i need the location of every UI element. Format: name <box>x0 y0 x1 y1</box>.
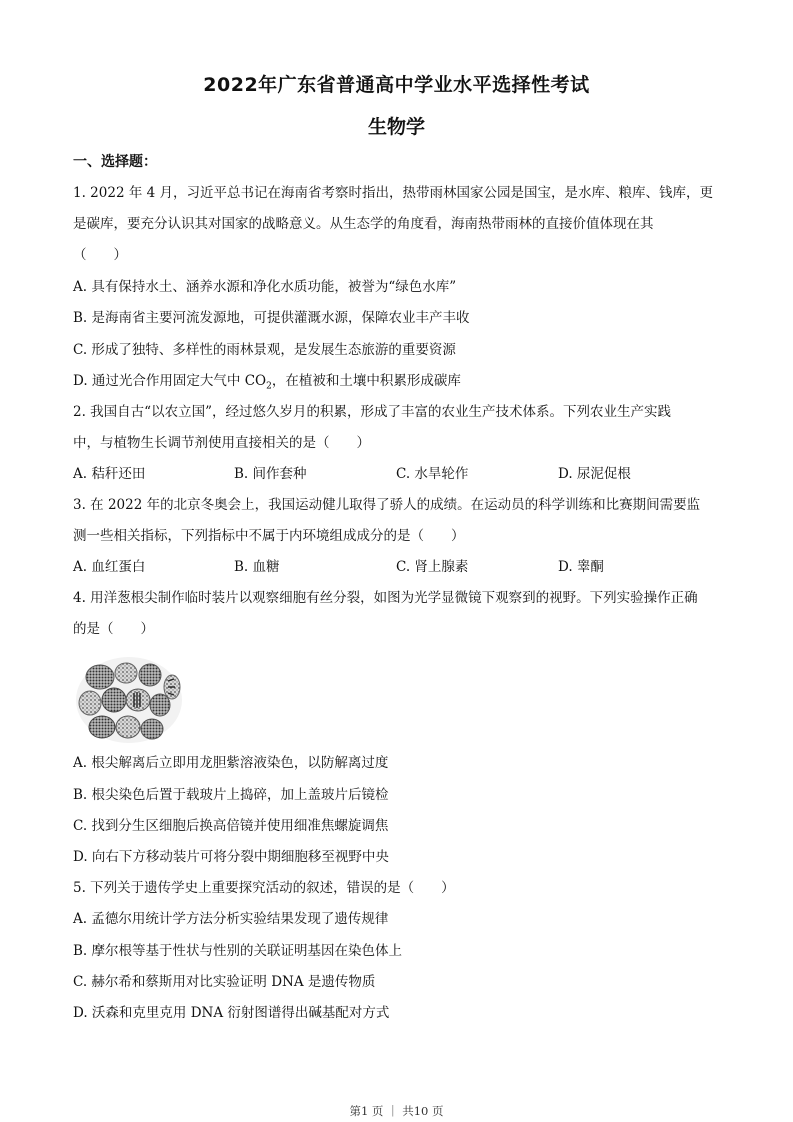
q3-option-d: D. 睾酮 <box>558 559 604 575</box>
q4-line2: 的是（ ） <box>73 621 154 637</box>
microscope-cells-svg <box>74 655 184 745</box>
q1-option-d-pre: D. 通过光合作用固定大气中 CO <box>73 373 267 389</box>
q1-option-d-sub: 2 <box>266 381 272 392</box>
q1-line2: 是碳库，要充分认识其对国家的战略意义。从生态学的角度看，海南热带雨林的直接价值体现在其 <box>73 216 654 232</box>
q1-option-a: A. 具有保持水土、涵养水源和净化水质功能，被誉为“绿色水库” <box>73 279 457 295</box>
q1-option-c: C. 形成了独特、多样性的雨林景观，是发展生态旅游的重要资源 <box>73 342 456 358</box>
q4-line1: 4. 用洋葱根尖制作临时装片以观察细胞有丝分裂，如图为光学显微镜下观察到的视野。下列实验操作正确 <box>73 590 698 606</box>
q3-option-c: C. 肾上腺素 <box>396 559 469 575</box>
q4-option-a: A. 根尖解离后立即用龙胆紫溶液染色，以防解离过度 <box>73 755 389 771</box>
q5-option-a: A. 孟德尔用统计学方法分析实验结果发现了遗传规律 <box>73 911 389 927</box>
q4-option-d: D. 向右下方移动装片可将分裂中期细胞移至视野中央 <box>73 849 389 865</box>
q3-line2: 测一些相关指标，下列指标中不属于内环境组成成分的是（ ） <box>73 528 465 544</box>
microscope-field-image <box>74 655 184 745</box>
q3-option-b: B. 血糖 <box>234 559 280 575</box>
exam-title: 2022年广东省普通高中学业水平选择性考试 <box>203 74 590 96</box>
q2-option-a: A. 秸秆还田 <box>73 466 146 482</box>
q3-line1: 3. 在 2022 年的北京冬奥会上，我国运动健儿取得了骄人的成绩。在运动员的科学训练和比赛期间需要监 <box>73 497 701 513</box>
q1-option-d <box>73 372 461 396</box>
q4-option-c: C. 找到分生区细胞后换高倍镜并使用细准焦螺旋调焦 <box>73 818 389 834</box>
q3-option-a: A. 血红蛋白 <box>73 559 146 575</box>
q2-option-c: C. 水旱轮作 <box>396 466 469 482</box>
q1-option-b: B. 是海南省主要河流发源地，可提供灌溉水源，保障农业丰产丰收 <box>73 310 470 326</box>
q2-line2: 中，与植物生长调节剂使用直接相关的是（ ） <box>73 435 370 451</box>
page-footer: 第1 页 ｜ 共10 页 <box>349 1104 444 1118</box>
q4-option-b: B. 根尖染色后置于载玻片上捣碎，加上盖玻片后镜检 <box>73 787 389 803</box>
q5-option-c: C. 赫尔希和蔡斯用对比实验证明 DNA 是遗传物质 <box>73 974 376 990</box>
section-heading: 一、选择题： <box>73 154 157 170</box>
subject-title: 生物学 <box>367 116 425 138</box>
q2-option-d: D. 尿泥促根 <box>558 466 631 482</box>
q5-line1: 5. 下列关于遗传学史上重要探究活动的叙述，错误的是（ ） <box>73 880 455 896</box>
q1-option-d-post: ，在植被和土壤中积累形成碳库 <box>271 373 461 389</box>
q5-option-d: D. 沃森和克里克用 DNA 衍射图谱得出碱基配对方式 <box>73 1005 390 1021</box>
q1-line1: 1. 2022 年 4 月，习近平总书记在海南省考察时指出，热带雨林国家公园是国宝，是水库、粮库、钱库，更 <box>73 185 713 201</box>
q2-option-b: B. 间作套种 <box>234 466 307 482</box>
q2-line1: 2. 我国自古“以农立国”，经过悠久岁月的积累，形成了丰富的农业生产技术体系。下列农业生产实践 <box>73 404 671 420</box>
q1-line3: （ ） <box>73 247 127 263</box>
q5-option-b: B. 摩尔根等基于性状与性别的关联证明基因在染色体上 <box>73 943 403 959</box>
